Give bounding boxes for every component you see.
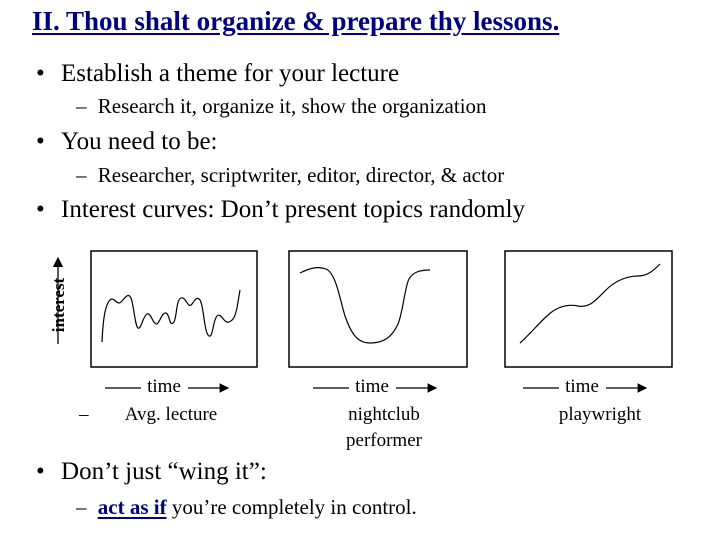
- caption-dash: –: [79, 404, 89, 425]
- bullet-text: Don’t just “wing it”:: [61, 458, 267, 485]
- panel-frame-playwright: [505, 251, 672, 367]
- act-as-if-link[interactable]: act as if: [97, 495, 167, 519]
- caption-nightclub-line1: nightclub: [348, 404, 420, 425]
- panel-frame-avg-lecture: [91, 251, 257, 367]
- bullet-wing-it: [36, 458, 267, 486]
- subbullet-dash: –: [76, 163, 87, 187]
- bullet-symbol: •: [36, 458, 45, 485]
- caption-nightclub-line2: performer: [346, 430, 422, 451]
- x-axis-label-3: time: [565, 376, 599, 397]
- subbullet-dash: –: [76, 94, 87, 118]
- bullet-symbol: •: [36, 196, 45, 223]
- subbullet-text: Researcher, scriptwriter, editor, director, & actor: [97, 163, 505, 187]
- bullet-symbol: •: [36, 60, 45, 87]
- subbullet-control: [76, 495, 417, 520]
- bullet-text: Establish a theme for your lecture: [61, 60, 400, 87]
- bullet-text: You need to be:: [61, 128, 218, 155]
- curve-playwright: [520, 264, 660, 343]
- y-axis-label: interest: [49, 277, 68, 333]
- x-axis-label-2: time: [355, 376, 389, 397]
- x-axis-label-1: time: [147, 376, 181, 397]
- curve-nightclub: [300, 268, 430, 343]
- subbullet-dash: –: [76, 495, 87, 519]
- caption-playwright: playwright: [558, 404, 642, 425]
- subbullet-text: you’re completely in control.: [166, 495, 417, 519]
- bullet-text: Interest curves: Don’t present topics randomly: [61, 196, 526, 223]
- slide-title: II. Thou shalt organize & prepare thy lessons.: [32, 6, 560, 36]
- caption-avg-lecture: Avg. lecture: [124, 404, 218, 425]
- subbullet-text: Research it, organize it, show the organization: [97, 94, 487, 118]
- curve-avg-lecture: [102, 290, 240, 342]
- bullet-symbol: •: [36, 128, 45, 155]
